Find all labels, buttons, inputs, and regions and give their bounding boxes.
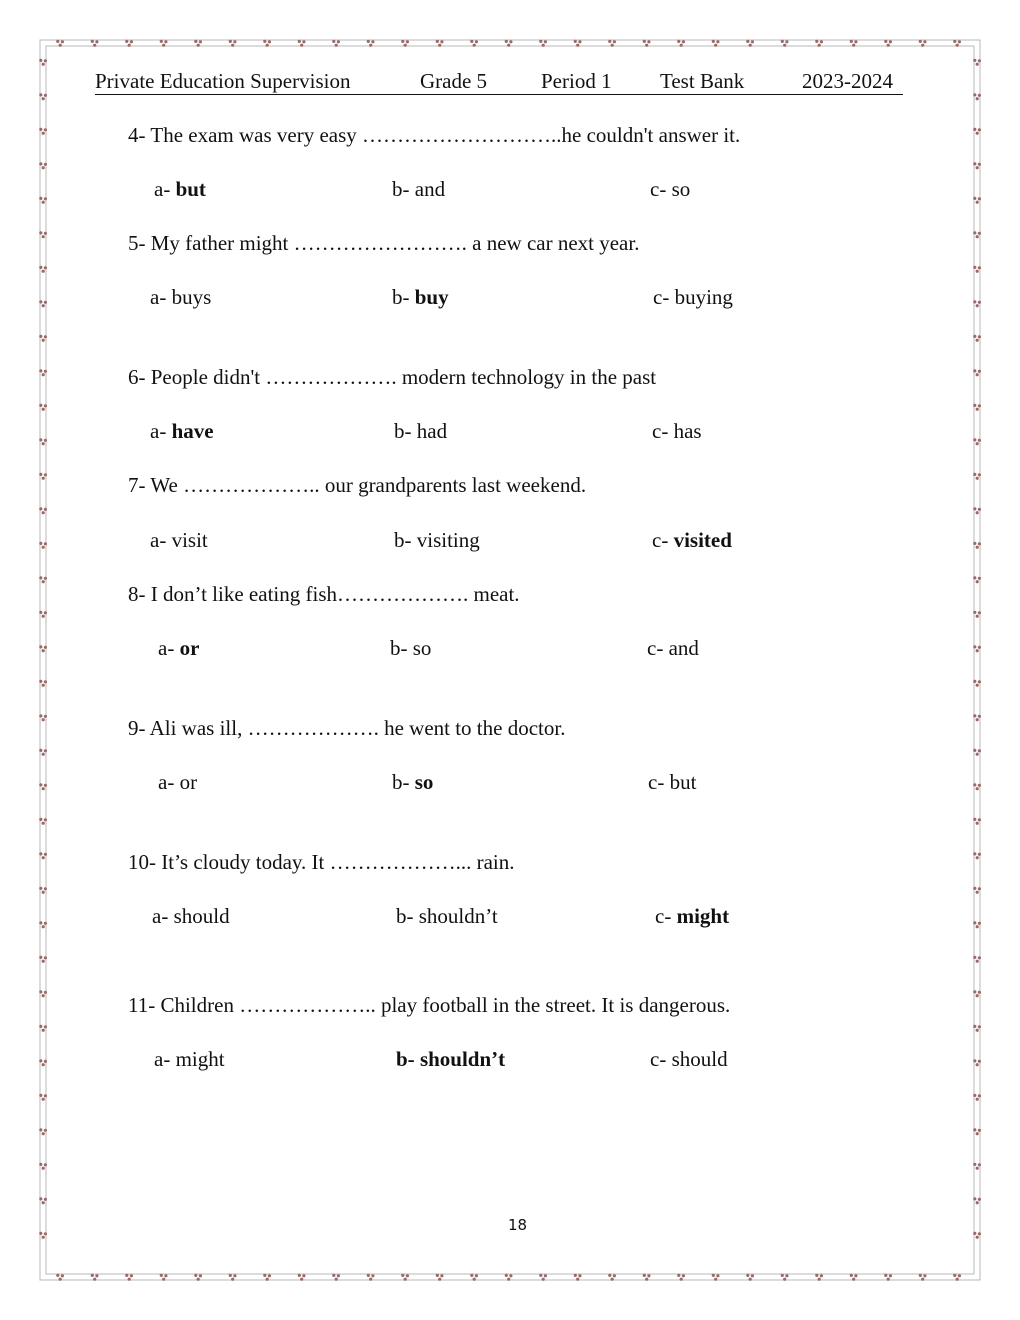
option-b[interactable]: b- visiting	[394, 528, 480, 552]
option-c[interactable]: c- should	[650, 1047, 728, 1071]
page-number: 18	[507, 1216, 528, 1234]
option-a[interactable]: a- should	[152, 904, 230, 928]
option-a[interactable]: a- visit	[150, 528, 208, 552]
question-7: 7- We ……………….. our grandparents last weekend.	[128, 473, 587, 497]
option-c[interactable]: c- visited	[652, 528, 732, 552]
option-c[interactable]: c- might	[655, 904, 730, 928]
header-title: Test Bank	[660, 69, 745, 93]
option-c[interactable]: c- so	[650, 177, 691, 201]
option-c[interactable]: c- buying	[653, 285, 733, 309]
option-c[interactable]: c- but	[648, 770, 697, 794]
question-5: 5- My father might ……………………. a new car next year.	[128, 231, 640, 255]
option-b[interactable]: b- had	[394, 419, 448, 443]
option-a[interactable]: a- might	[154, 1047, 225, 1071]
header-year: 2023-2024	[802, 69, 893, 93]
option-b[interactable]: b- shouldn’t	[396, 904, 498, 928]
option-b[interactable]: b- so	[390, 636, 432, 660]
option-c[interactable]: c- has	[652, 419, 702, 443]
option-b[interactable]: b- and	[392, 177, 446, 201]
option-b[interactable]: b- shouldn’t	[396, 1047, 506, 1071]
option-a[interactable]: a- but	[154, 177, 206, 201]
question-6: 6- People didn't ………………. modern technology in the past	[128, 365, 657, 389]
question-4: 4- The exam was very easy ………………………..he couldn't answer it.	[128, 123, 741, 147]
option-a[interactable]: a- or	[158, 636, 200, 660]
option-b[interactable]: b- buy	[392, 285, 449, 309]
question-11: 11- Children ……………….. play football in the street. It is dangerous.	[128, 993, 731, 1017]
page-header	[95, 68, 903, 95]
option-a[interactable]: a- or	[158, 770, 198, 794]
question-8: 8- I don’t like eating fish………………. meat.	[128, 582, 520, 606]
option-a[interactable]: a- buys	[150, 285, 212, 309]
option-b[interactable]: b- so	[392, 770, 434, 794]
question-9: 9- Ali was ill, ………………. he went to the doctor.	[128, 716, 566, 740]
option-c[interactable]: c- and	[647, 636, 699, 660]
header-org: Private Education Supervision	[95, 69, 351, 93]
question-10: 10- It’s cloudy today. It ………………... rain.	[128, 850, 515, 874]
header-grade: Grade 5	[420, 69, 488, 93]
option-a[interactable]: a- have	[150, 419, 214, 443]
header-period: Period 1	[541, 69, 612, 93]
